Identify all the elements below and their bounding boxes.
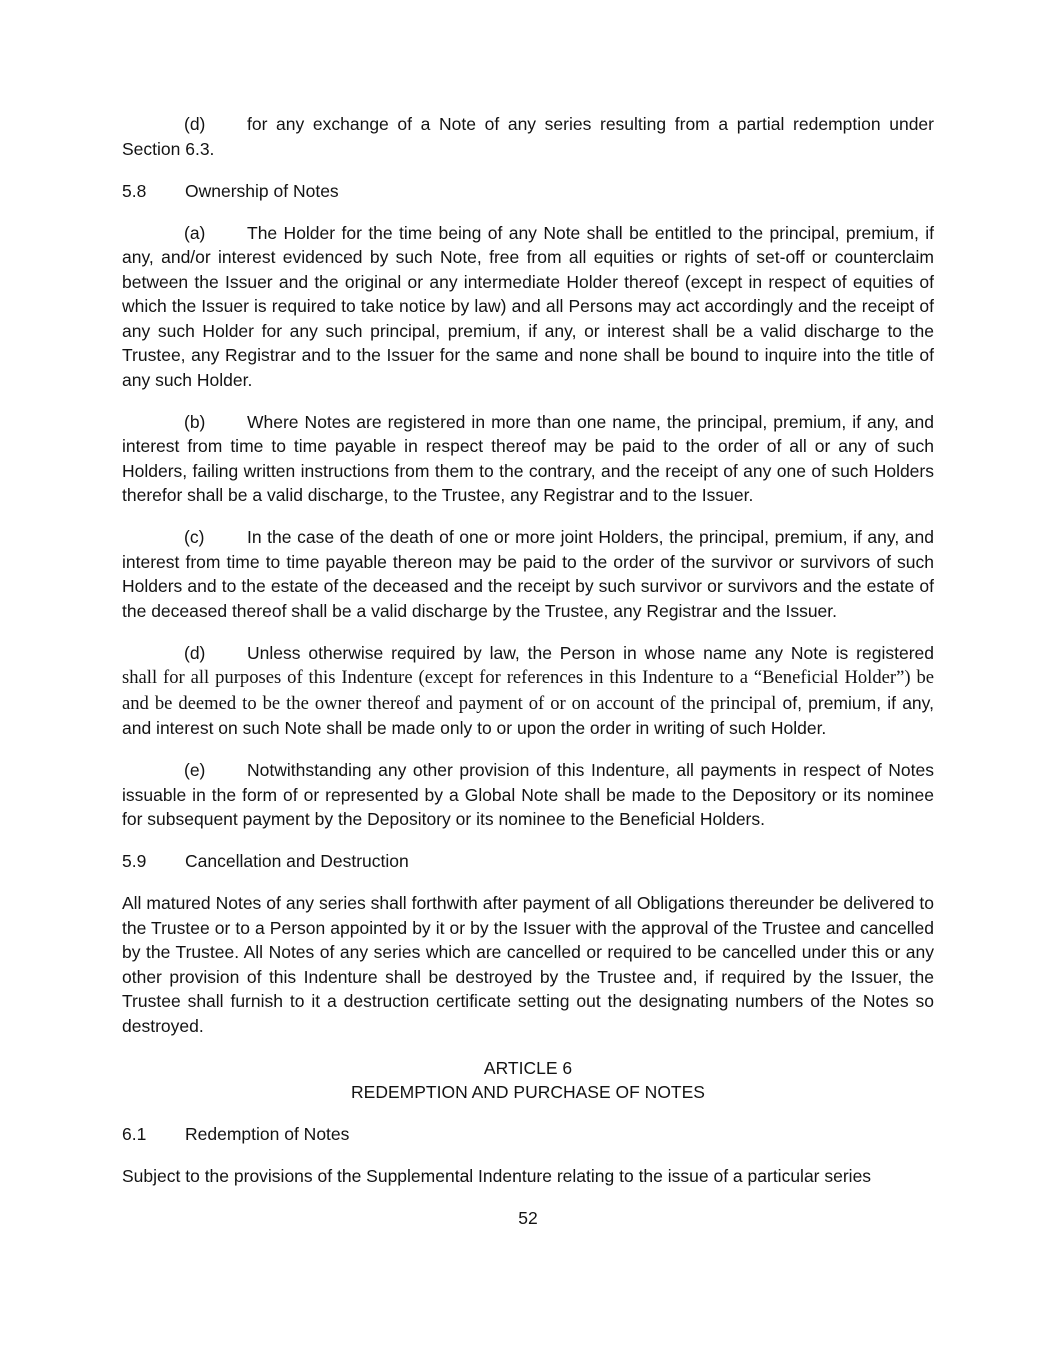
list-item-d-exchange <box>122 112 934 161</box>
section-number: 6.1 <box>122 1124 147 1144</box>
paragraph-b <box>122 410 934 508</box>
article-6-subtitle: REDEMPTION AND PURCHASE OF NOTES <box>351 1082 705 1102</box>
section-heading-6-1 <box>122 1122 934 1147</box>
section-number: 5.8 <box>122 180 147 201</box>
paragraph-label: (d) <box>184 642 206 663</box>
section-number: 5.9 <box>122 851 147 871</box>
section-heading-5-9 <box>122 849 934 874</box>
paragraph-c <box>122 525 934 623</box>
paragraph-text: Where Notes are registered in more than one name, the principal, premium, if any, and interest from time to time payable in respect thereof may be paid to the order of all or any of such Holders, failing written instructions from them to the contrary, and the receipt of any one of such Holders therefor shall be a valid discharge, to the Trustee, any Registrar and to the Issuer. <box>122 411 934 505</box>
section-title: Ownership of Notes <box>185 180 339 201</box>
list-item-text: for any exchange of a Note of any series resulting from a partial redemption under Section 6.3. <box>122 114 934 159</box>
paragraph-text: The Holder for the time being of any Note shall be entitled to the principal, premium, if any, and/or interest evidenced by such Note, free from all equities or rights of set-off or counterclaim between the Issuer and the original or any intermediate Holder thereof (except in respect of equities of which the Issuer is required to take notice by law) and all Persons may act accordingly and the receipt of any such Holder for any such principal, premium, if any, or interest shall be a valid discharge to the Trustee, any Registrar and to the Issuer for the same and none shall be bound to inquire into the title of any such Holder. <box>122 222 934 390</box>
section-title: Redemption of Notes <box>185 1124 350 1144</box>
list-item-label: (d) <box>184 114 206 134</box>
page-number: 52 <box>518 1208 538 1228</box>
paragraph-text: Notwithstanding any other provision of this Indenture, all payments in respect of Notes issuable in the form of or represented by a Global Note shall be made to the Depository or its nominee for subsequent payment by the Depository or its nominee to the Beneficial Holders. <box>122 760 934 829</box>
paragraph-text-sans-1: Unless otherwise required by law, the Person in whose name any Note is registered <box>247 642 934 663</box>
paragraph-6-1-body: Subject to the provisions of the Supplemental Indenture relating to the issue of a particular series <box>122 1166 872 1186</box>
paragraph-text: In the case of the death of one or more joint Holders, the principal, premium, if any, and interest from time to time payable thereon may be paid to the order of the survivor or survivors of such Holders and to the estate of the deceased and the receipt by such survivor or survivors and the estate of the deceased thereof shall be a valid discharge by the Trustee, any Registrar and the Issuer. <box>122 527 934 621</box>
paragraph-label: (a) <box>184 222 206 243</box>
paragraph-label: (e) <box>184 760 206 780</box>
text-column <box>122 112 934 1231</box>
paragraph-5-9-body: All matured Notes of any series shall forthwith after payment of all Obligations thereunder be delivered to the Trustee or to a Person appointed by it or by the Issuer with the approval of the Trustee and cancelled by the Trustee. All Notes of any series which are cancelled or required to be cancelled under this or any other provision of this Indenture shall be destroyed by the Trustee and, if required by the Issuer, the Trustee shall furnish to it a destruction certificate setting out the designating numbers of the Notes so destroyed. <box>122 893 934 1036</box>
paragraph-text-serif: shall for all purposes of this Indenture (except for references in this Indenture to a “Beneficial Holder”) be and be deemed to be the owner thereof and payment of or on account of the principal <box>122 667 934 714</box>
paragraph-a <box>122 221 934 393</box>
article-6-title: ARTICLE 6 <box>483 1057 573 1078</box>
section-heading-5-8 <box>122 179 934 204</box>
section-title: Cancellation and Destruction <box>185 851 409 871</box>
paragraph-text-sans-2: of, premium, if any, and interest on such Note shall be made only to or upon the order in writing of such Holder. <box>122 692 934 738</box>
paragraph-label: (b) <box>184 411 206 432</box>
paragraph-label: (c) <box>184 527 205 547</box>
article-6-heading <box>122 1056 934 1105</box>
paragraph-e <box>122 758 934 832</box>
paragraph-d <box>122 641 934 741</box>
